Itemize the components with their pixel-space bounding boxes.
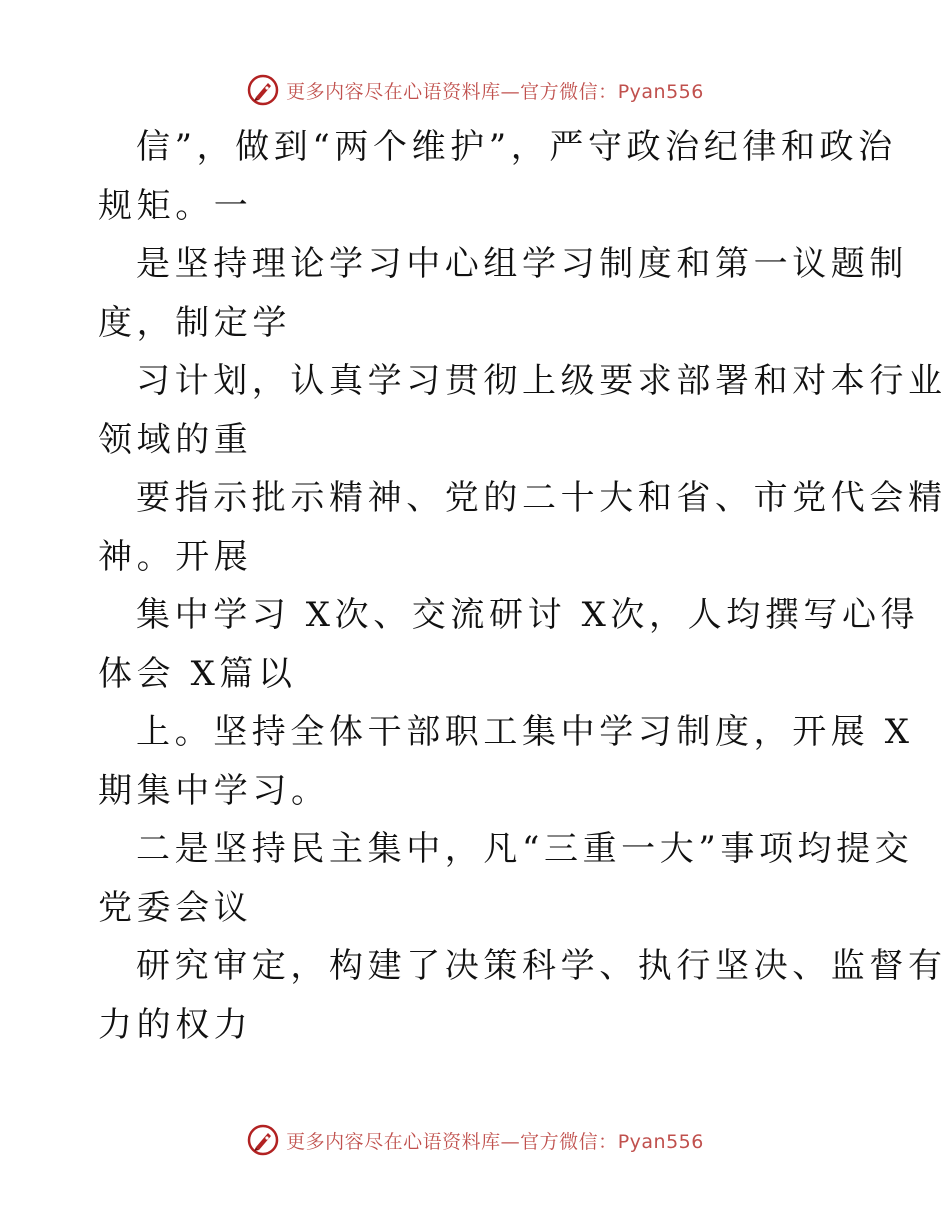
body-line: 信”，做到“两个维护”，严守政治纪律和政治 xyxy=(136,127,897,167)
banner-site-text: 更多内容尽在心语资料库 xyxy=(286,1130,501,1153)
body-line: 研究审定，构建了决策科学、执行坚决、监督有 xyxy=(136,946,947,986)
body-line: 党委会议 xyxy=(98,887,253,928)
body-line: 规矩。一 xyxy=(98,185,253,226)
body-line: 习计划，认真学习贯彻上级要求部署和对本行业 xyxy=(136,361,947,401)
banner-separator: — xyxy=(500,80,521,103)
body-line: 神。开展 xyxy=(98,536,253,577)
banner-wechat-label: 官方微信： xyxy=(520,1130,618,1153)
banner-text xyxy=(286,1127,704,1154)
pen-nib-logo-icon xyxy=(246,73,280,107)
body-line: 是坚持理论学习中心组学习制度和第一议题制 xyxy=(136,244,908,284)
document-body xyxy=(98,118,947,1054)
banner-wechat-id: Pyan556 xyxy=(617,1130,704,1153)
pen-nib-logo-icon xyxy=(246,1123,280,1157)
body-line: 力的权力 xyxy=(98,1004,253,1045)
footer-banner xyxy=(0,1120,950,1160)
body-line: 度，制定学 xyxy=(98,302,291,343)
banner-wechat-label: 官方微信： xyxy=(520,80,618,103)
body-line: 期集中学习。 xyxy=(98,770,330,811)
body-line: 二是坚持民主集中，凡“三重一大”事项均提交 xyxy=(136,829,914,869)
body-line: 体会 X篇以 xyxy=(98,653,297,694)
header-banner xyxy=(0,70,950,110)
body-line: 集中学习 X次、交流研讨 X次，人均撰写心得 xyxy=(136,595,920,635)
body-line: 上。坚持全体干部职工集中学习制度，开展 X xyxy=(136,712,914,752)
banner-site-text: 更多内容尽在心语资料库 xyxy=(286,80,501,103)
banner-wechat-id: Pyan556 xyxy=(617,80,704,103)
body-line: 领域的重 xyxy=(98,419,253,460)
body-line: 要指示批示精神、党的二十大和省、市党代会精 xyxy=(136,478,947,518)
banner-text xyxy=(286,77,704,104)
banner-separator: — xyxy=(500,1130,521,1153)
